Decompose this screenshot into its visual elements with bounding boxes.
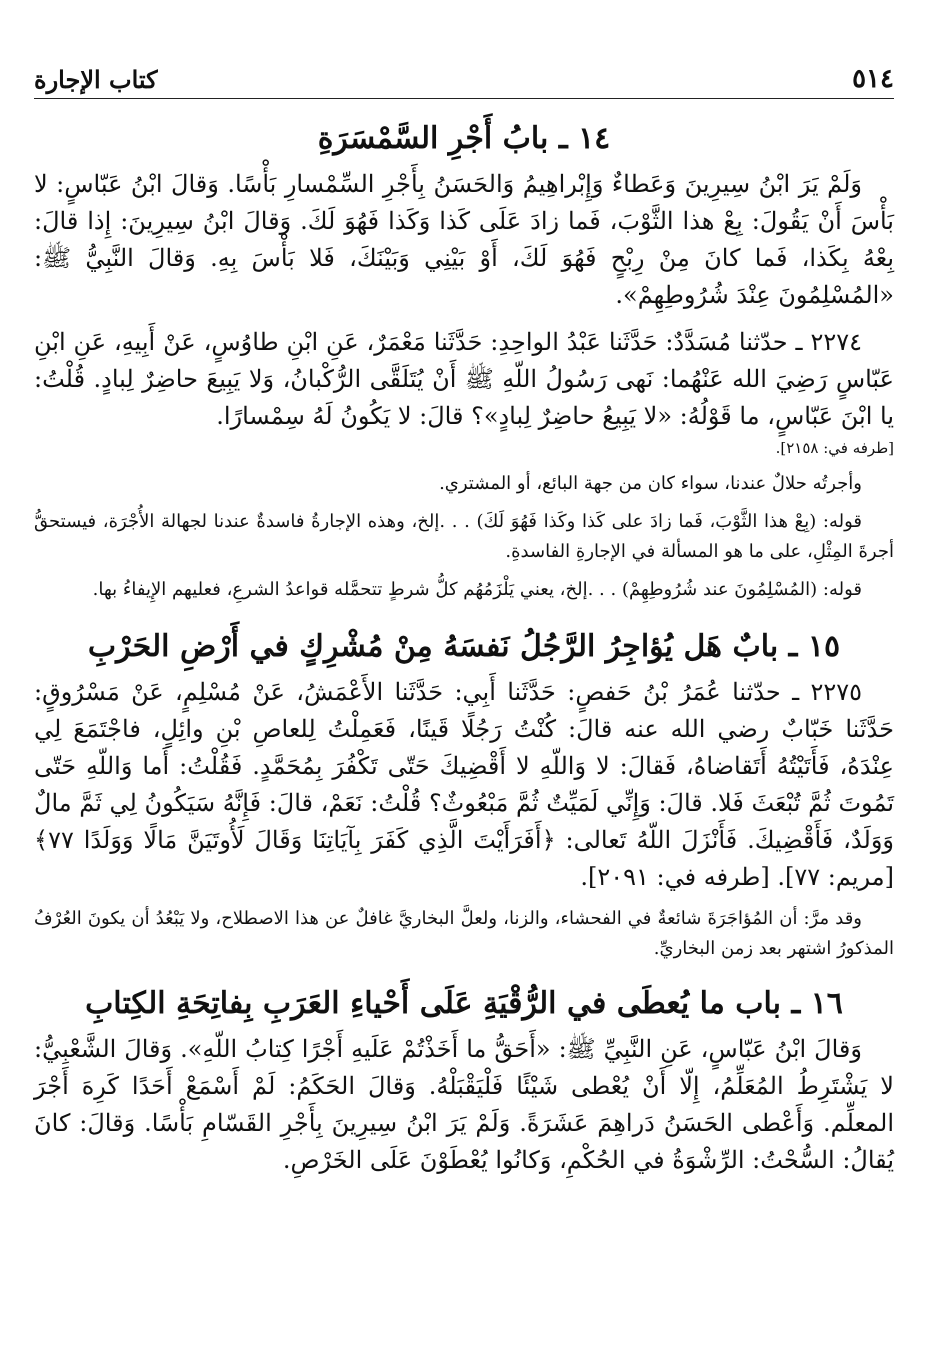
chapter-14-title: ١٤ ـ بابُ أَجْرِ السَّمْسَرَةِ bbox=[317, 121, 611, 156]
chapter-16-intro: وَقالَ ابْنُ عَبّاسٍ، عَنِ النَّبِيِّ ﷺ: «أَحَقُّ ما أَخَذْتُمْ عَلَيهِ أَجْرًا كِتابُ اللّهِ». وَقالَ الشَّعْبِيُّ: لا يَشْتَرِطُ المُعَلِّمُ، إِلّا أَنْ يُعْطى شَيْئًا فَلْيَقْبَلْهُ. وَقالَ الحَكَمُ: لَمْ أَسْمَعْ أَحَدًا كَرِهَ أَجْرَ المعلِّم. وَأَعْطى الحَسَنُ دَراهِمَ عَشَرَةً. وَلَمْ يَرَ ابْنُ سِيرِينَ بِأَجْرِ القَسّامِ بَأْسًا. وَقالَ: كانَ يُقالُ: السُّحْتُ: الرِّشْوَةُ في الحُكْمِ، وَكانُوا يُعْطَوْنَ عَلَى الخَرْصِ. bbox=[34, 1035, 894, 1174]
commentary-paragraph: وأجرتُه حلالٌ عندنا، سواء كان من جهة البائع، أو المشتري. bbox=[439, 473, 862, 494]
chapter-16 bbox=[34, 984, 894, 1179]
book-title: كتاب الإجارة bbox=[34, 65, 158, 94]
hadith-2274: ٢٢٧٤ ـ حدّثنا مُسَدَّدٌ: حَدَّثَنا عَبْدُ الواحِدِ: حَدَّثَنا مَعْمَرٌ، عَنِ ابْنِ طاوُسٍ، عَنْ أَبِيهِ، عَنِ ابْنِ عَبّاسٍ رَضِيَ الله عَنْهُما: نَهى رَسُولُ اللّهِ ﷺ أَنْ يُتَلَقَّى الرُّكْبانُ، وَلا يَبِيعَ حاضِرٌ لِبادٍ. قُلْتُ: يا ابْنَ عَبّاسٍ، ما قَوْلُهُ: «لا يَبِيعُ حاضِرٌ لِبادٍ»؟ قالَ: لا يَكُونُ لَهُ سِمْسارًا. bbox=[34, 328, 894, 430]
chapter-15 bbox=[34, 627, 894, 964]
chapter-16-title: ١٦ ـ باب ما يُعطَى في الرُّقْيَةِ عَلَى أَحْياءِ العَرَبِ بِفاتِحَةِ الكِتابِ bbox=[85, 986, 843, 1021]
chapter-14-intro: وَلَمْ يَرَ ابْنُ سِيرِينَ وَعَطاءٌ وَإِبْراهِيمُ وَالحَسَنُ بِأَجْرِ السِّمْسارِ بَأْسًا. وَقالَ ابْنُ عَبّاسٍ: لا بَأْسَ أَنْ يَقُولَ: بِعْ هذا الثَّوْبَ، فَما زادَ عَلَى كَذا وَكَذا فَهُوَ لَكَ. وَقالَ ابْنُ سِيرِينَ: إِذا قالَ: بِعْهُ بِكَذا، فَما كانَ مِنْ رِبْحٍ فَهُوَ لَكَ، أَوْ بَيْنِي وَبَيْنَكَ، فَلا بَأْسَ بِهِ. وَقالَ النَّبِيُّ ﷺ: «المُسْلِمُونَ عِنْدَ شُرُوطِهِمْ». bbox=[34, 170, 894, 309]
commentary-paragraph: وقد مرَّ: أن المُؤاجَرَةَ شائعةٌ في الفحشاء، والزنا، ولعلَّ البخاريَّ غافلٌ عن هذا الاصطلاح، ولا يَبْعُدُ أن يكونَ العُرْفُ المذكورُ اشتهر بعد زمن البخاريِّ. bbox=[34, 908, 894, 959]
chapter-15-title: ١٥ ـ بابٌ هَل يُؤاجِرُ الرَّجُلُ نَفسَهُ مِنْ مُشْرِكٍ في أَرْضِ الحَرْبِ bbox=[87, 629, 841, 664]
hadith-2275: ٢٢٧٥ ـ حدّثنا عُمَرُ بْنُ حَفصٍ: حَدَّثَنا أَبِي: حَدَّثَنا الأَعْمَشُ، عَنْ مُسْلِمٍ، عَنْ مَسْرُوقٍ: حَدَّثَنا خَبّابٌ رضي الله عنه قالَ: كُنْتُ رَجُلًا قَينًا، فَعَمِلْتُ لِلعاصِ بْنِ وائِلٍ، فاجْتَمَعَ لِي عِنْدَهُ، فَأَتَيْتُهُ أَتَقاضاهُ، فَقالَ: لا وَاللّهِ لا أَقْضِيكَ حَتّى تَكْفُرَ بِمُحَمَّدٍ. فَقُلْتُ: أَما وَاللّهِ حَتّى تَمُوتَ ثُمَّ تُبْعَثَ فَلا. قالَ: وَإِنِّي لَمَيِّتٌ ثُمَّ مَبْعُوثٌ؟ قُلْتُ: نَعَمْ، قالَ: فَإِنَّهُ سَيَكُونُ لِي ثَمَّ مالٌ وَوَلَدٌ، فَأَقْضِيكَ. فَأَنْزَلَ اللّهُ تَعالى: ﴿أَفَرَأَيْتَ الَّذِي كَفَرَ بِآيَاتِنَا وَقَالَ لَأُوتَيَنَّ مَالًا وَوَلَدًا ٧٧﴾ [مريم: ٧٧]. [طرفه في: ٢٠٩١]. bbox=[34, 678, 894, 891]
commentary-paragraph: قوله: (المُسْلِمُونَ عند شُرُوطِهِمْ) . . .إلخ، يعني يَلْزَمُهُم كلُّ شرطٍ تتحمَّله قواعدُ الشرعِ، فعليهم الإِيفاءُ بها. bbox=[92, 579, 862, 600]
running-header bbox=[34, 54, 894, 99]
chapter-14 bbox=[34, 119, 894, 605]
page-number: ٥١٤ bbox=[852, 64, 894, 94]
commentary-paragraph: قوله: (بِعْ هذا الثَّوْبَ، فَما زادَ على كَذا وكَذا فَهُوَ لَكَ) . . .إلخ، وهذه الإجارةُ فاسدةٌ عندنا لجهالة الأُجْرَة، فيستحقُّ أجرةَ المِثْلِ، على ما هو المسألة في الإجارةِ الفاسدةِ. bbox=[34, 511, 894, 562]
book-page bbox=[34, 54, 894, 1179]
hadith-2274-reference: [طرفه في: ٢١٥٨]. bbox=[775, 439, 894, 457]
